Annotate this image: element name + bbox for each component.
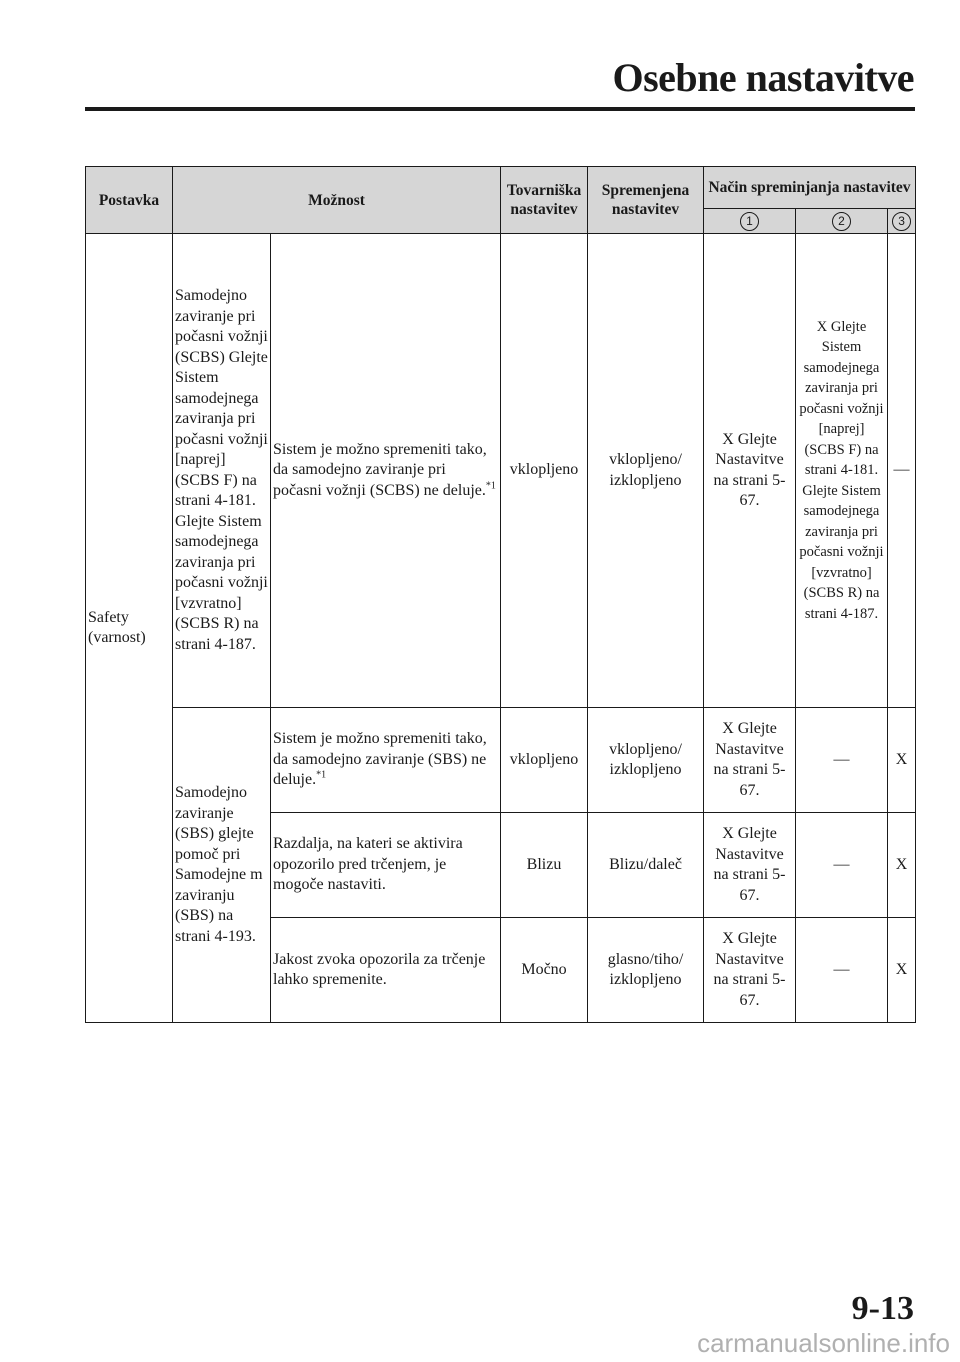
method-1-cell: X Glejte Nastavitve na strani 5-67.	[704, 813, 796, 918]
method-2-cell: —	[796, 918, 888, 1023]
header-tovarniska: Tovarniška nastavitev	[501, 167, 588, 234]
header-postavka: Postavka	[86, 167, 173, 234]
method-1-cell: X Glejte Nastavitve na strani 5-67.	[704, 708, 796, 813]
header-moznost: Možnost	[173, 167, 501, 234]
item-scbs: Samodejno zaviranje pri počasni vožnji (SCBS) Glejte Sistem samodejnega zaviranja pri počasni vožnji [naprej] (SCBS F) na strani 4-181. Glejte Sistem samodejnega zaviranja pri počasni vožnji [vzvratno] (SCBS R) na strani 4-187.	[173, 234, 271, 708]
changed-setting: vklopljeno/ izklopljeno	[588, 234, 704, 708]
changed-setting: vklopljeno/ izklopljeno	[588, 708, 704, 813]
table-row	[86, 234, 916, 708]
table-row	[86, 708, 916, 813]
circled-number-2: 2	[832, 212, 851, 231]
header-method-1	[704, 209, 796, 234]
option-text: Jakost zvoka opozorila za trčenje lahko spremenite.	[271, 918, 501, 1023]
settings-table	[85, 166, 916, 1023]
method-1-cell: X Glejte Nastavitve na strani 5-67.	[704, 234, 796, 708]
factory-setting: Blizu	[501, 813, 588, 918]
page-title: Osebne nastavitve	[612, 55, 914, 100]
watermark: carmanualsonline.info	[697, 1328, 950, 1358]
circled-number-1: 1	[740, 212, 759, 231]
option-cell	[271, 708, 501, 813]
method-3-cell: X	[888, 708, 916, 813]
method-3-cell: X	[888, 918, 916, 1023]
option-text: Sistem je možno spremeniti tako, da samodejno zaviranje (SBS) ne deluje.	[273, 730, 487, 789]
header-spremenjena: Spremenjena nastavitev	[588, 167, 704, 234]
method-2-cell: X Glejte Sistem samodejnega zaviranja pri počasni vožnji [naprej] (SCBS F) na strani 4-181. Glejte Sistem samodejnega zaviranja pri počasni vožnji [vzvratno] (SCBS R) na strani 4-187.	[796, 234, 888, 708]
changed-setting: Blizu/daleč	[588, 813, 704, 918]
header-method-3	[888, 209, 916, 234]
circled-number-3: 3	[892, 212, 911, 231]
header-method-2	[796, 209, 888, 234]
factory-setting: vklopljeno	[501, 708, 588, 813]
method-2-cell: —	[796, 708, 888, 813]
method-1-cell: X Glejte Nastavitve na strani 5-67.	[704, 918, 796, 1023]
page-number: 9-13	[851, 1290, 914, 1327]
header-nacin: Način spreminjanja nastavitev	[704, 167, 916, 209]
footnote-marker: *1	[316, 769, 327, 781]
factory-setting: vklopljeno	[501, 234, 588, 708]
option-text: Razdalja, na kateri se aktivira opozorilo pred trčenjem, je mogoče nastaviti.	[271, 813, 501, 918]
option-text: Sistem je možno spremeniti tako, da samodejno zaviranje pri počasni vožnji (SCBS) ne deluje.	[273, 440, 487, 499]
method-3-cell: —	[888, 234, 916, 708]
factory-setting: Močno	[501, 918, 588, 1023]
footnote-marker: *1	[485, 480, 496, 492]
changed-setting: glasno/tiho/ izklopljeno	[588, 918, 704, 1023]
title-divider	[85, 107, 915, 111]
group-label: Safety (varnost)	[86, 234, 173, 1023]
option-cell	[271, 234, 501, 708]
method-3-cell: X	[888, 813, 916, 918]
item-sbs: Samodejno zaviranje (SBS) glejte pomoč pri Samodejne m zaviranju (SBS) na strani 4-193.	[173, 708, 271, 1023]
method-2-cell: —	[796, 813, 888, 918]
